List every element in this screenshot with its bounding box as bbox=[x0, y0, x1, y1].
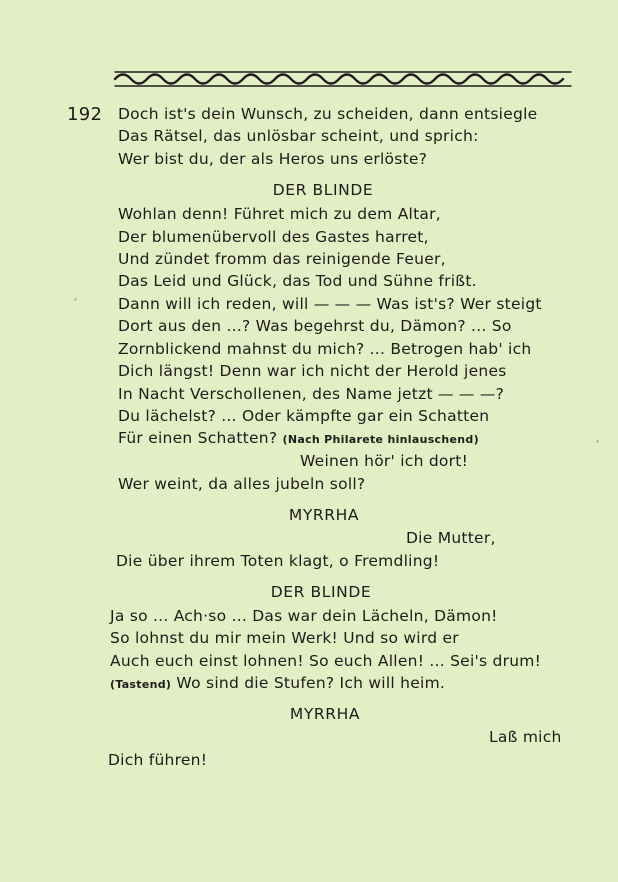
verse-text-segment: Wo sind die Stufen? Ich will heim. bbox=[176, 674, 446, 692]
verse-line: Die über ihrem Toten klagt, o Fremdling! bbox=[116, 552, 440, 570]
line-number: 192 bbox=[67, 104, 103, 125]
verse-line: Und zündet fromm das reinigende Feuer, bbox=[118, 250, 446, 268]
verse-line: Das Leid und Glück, das Tod und Sühne frißt. bbox=[118, 272, 477, 290]
verse-line: Dort aus den ...? Was begehrst du, Dämon? ... So bbox=[118, 317, 512, 335]
paper-speck bbox=[74, 298, 77, 301]
paper-speck bbox=[596, 440, 599, 443]
verse-line: Ja so ... Ach·so ... Das war dein Lächeln, Dämon! bbox=[110, 607, 498, 625]
verse-line: Dich längst! Denn war ich nicht der Herold jenes bbox=[118, 362, 507, 380]
verse-line: Die Mutter, bbox=[406, 529, 496, 547]
verse-line bbox=[118, 428, 479, 450]
speaker-name: MYRRHA bbox=[289, 705, 361, 723]
verse-line: Dich führen! bbox=[108, 751, 208, 769]
verse-line: Doch ist's dein Wunsch, zu scheiden, dann entsiegle bbox=[118, 105, 538, 123]
verse-text-segment: Für einen Schatten? bbox=[118, 429, 278, 447]
verse-line: Du lächelst? ... Oder kämpfte gar ein Schatten bbox=[118, 407, 490, 425]
verse-line: So lohnst du mir mein Werk! Und so wird er bbox=[110, 629, 459, 647]
verse-line: Wohlan denn! Führet mich zu dem Altar, bbox=[118, 205, 441, 223]
verse-line: Zornblickend mahnst du mich? ... Betrogen hab' ich bbox=[118, 340, 532, 358]
verse-line: Der blumenübervoll des Gastes harret, bbox=[118, 228, 429, 246]
stage-direction: (Tastend) bbox=[110, 678, 172, 691]
verse-line: Laß mich bbox=[489, 728, 562, 746]
ornament-border bbox=[113, 68, 573, 90]
verse-line: Das Rätsel, das unlösbar scheint, und sprich: bbox=[118, 127, 479, 145]
verse-line: Weinen hör' ich dort! bbox=[300, 452, 469, 470]
verse-line: Dann will ich reden, will — — — Was ist's? Wer steigt bbox=[118, 295, 542, 313]
stage-direction: (Nach Philarete hinlauschend) bbox=[282, 433, 479, 446]
verse-line: Auch euch einst lohnen! So euch Allen! ... Sei's drum! bbox=[110, 652, 542, 670]
verse-line: Wer weint, da alles jubeln soll? bbox=[118, 475, 366, 493]
speaker-name: DER BLINDE bbox=[272, 181, 374, 199]
verse-line: Wer bist du, der als Heros uns erlöste? bbox=[118, 150, 428, 168]
verse-line bbox=[110, 673, 445, 695]
speaker-name: DER BLINDE bbox=[270, 583, 372, 601]
verse-line: In Nacht Verschollenen, des Name jetzt — — —? bbox=[118, 385, 505, 403]
speaker-name: MYRRHA bbox=[288, 506, 360, 524]
